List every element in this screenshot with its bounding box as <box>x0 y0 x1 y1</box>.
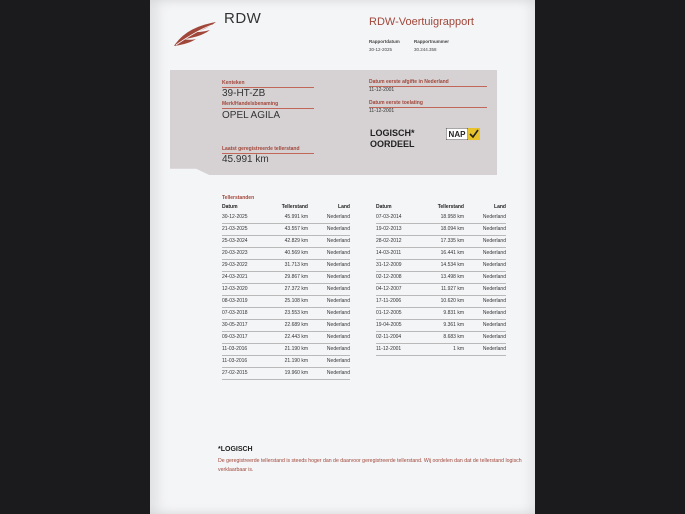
datum-cell: 07-03-2014 <box>376 214 402 220</box>
tellerstand-cell: 22.443 km <box>284 334 308 340</box>
tellerstand-cell: 9.831 km <box>443 310 464 316</box>
footnote-title: *LOGISCH <box>218 446 253 453</box>
land-cell: Nederland <box>326 286 350 292</box>
table-row <box>222 260 350 272</box>
tellerstand-cell: 40.569 km <box>284 250 308 256</box>
tellerstanden-table-left <box>222 203 350 380</box>
divider <box>369 107 487 108</box>
table-row <box>222 248 350 260</box>
land-cell: Nederland <box>326 358 350 364</box>
land-cell: Nederland <box>326 214 350 220</box>
tellerstand-cell: 21.190 km <box>284 346 308 352</box>
datum-cell: 08-03-2019 <box>222 298 248 304</box>
report-date-label: Rapportdatum <box>369 39 400 44</box>
table-header <box>376 203 506 212</box>
eerste-afgifte-label: Datum eerste afgifte in Nederland <box>369 79 449 85</box>
table-row <box>222 236 350 248</box>
datum-cell: 20-03-2023 <box>222 250 248 256</box>
table-row <box>222 332 350 344</box>
land-cell: Nederland <box>482 322 506 328</box>
land-header: Land <box>338 204 350 210</box>
table-row <box>222 368 350 380</box>
table-row <box>222 320 350 332</box>
report-number: 30.244.358 <box>414 47 437 52</box>
report-title: RDW-Voertuigrapport <box>369 16 474 28</box>
table-row <box>376 260 506 272</box>
tellerstand-cell: 27.372 km <box>284 286 308 292</box>
datum-cell: 17-11-2006 <box>376 298 402 304</box>
datum-cell: 21-03-2025 <box>222 226 248 232</box>
land-cell: Nederland <box>482 262 506 268</box>
datum-cell: 30-05-2017 <box>222 322 248 328</box>
divider <box>369 86 487 87</box>
datum-header: Datum <box>222 204 238 210</box>
datum-cell: 07-03-2018 <box>222 310 248 316</box>
datum-cell: 31-12-2009 <box>376 262 402 268</box>
datum-cell: 01-12-2005 <box>376 310 402 316</box>
land-cell: Nederland <box>326 370 350 376</box>
datum-cell: 25-03-2024 <box>222 238 248 244</box>
kenteken-label: Kenteken <box>222 80 245 86</box>
datum-cell: 19-02-2013 <box>376 226 402 232</box>
eerste-afgifte-value: 11-12-2001 <box>369 87 395 93</box>
tellerstand-header: Tellerstand <box>281 204 308 210</box>
divider <box>222 108 314 109</box>
table-row <box>222 224 350 236</box>
document-page <box>150 0 535 514</box>
report-number-label: Rapportnummer <box>414 39 450 44</box>
datum-cell: 28-02-2012 <box>376 238 402 244</box>
datum-cell: 27-02-2015 <box>222 370 248 376</box>
table-row <box>376 272 506 284</box>
land-cell: Nederland <box>482 334 506 340</box>
tellerstand-cell: 21.190 km <box>284 358 308 364</box>
report-date: 30-12-2025 <box>369 47 393 52</box>
tellerstand-cell: 8.683 km <box>443 334 464 340</box>
table-row <box>376 308 506 320</box>
land-cell: Nederland <box>482 274 506 280</box>
land-cell: Nederland <box>326 322 350 328</box>
land-cell: Nederland <box>326 274 350 280</box>
tellerstand-header: Tellerstand <box>437 204 464 210</box>
tellerstand-cell: 22.689 km <box>284 322 308 328</box>
table-row <box>376 284 506 296</box>
table-header <box>222 203 350 212</box>
oordeel-line2: OORDEEL <box>370 139 415 149</box>
table-row <box>376 212 506 224</box>
datum-cell: 04-12-2007 <box>376 286 402 292</box>
oordeel-verdict <box>370 128 415 150</box>
table-row <box>376 248 506 260</box>
tellerstand-cell: 10.620 km <box>440 298 464 304</box>
nap-check-badge-icon <box>446 128 480 140</box>
land-cell: Nederland <box>482 310 506 316</box>
datum-cell: 19-04-2005 <box>376 322 402 328</box>
table-row <box>222 356 350 368</box>
land-cell: Nederland <box>326 238 350 244</box>
datum-cell: 24-03-2021 <box>222 274 248 280</box>
table-row <box>376 344 506 356</box>
land-cell: Nederland <box>482 286 506 292</box>
table-row <box>222 272 350 284</box>
tellerstand-cell: 23.553 km <box>284 310 308 316</box>
table-row <box>222 212 350 224</box>
tellerstand-cell: 17.335 km <box>440 238 464 244</box>
land-cell: Nederland <box>326 226 350 232</box>
tellerstand-cell: 25.108 km <box>284 298 308 304</box>
datum-cell: 29-03-2022 <box>222 262 248 268</box>
datum-cell: 11-03-2016 <box>222 358 248 364</box>
tellerstand-cell: 29.867 km <box>284 274 308 280</box>
tellerstand-cell: 9.361 km <box>443 322 464 328</box>
land-cell: Nederland <box>326 298 350 304</box>
datum-cell: 14-03-2011 <box>376 250 402 256</box>
tellerstanden-title: Tellerstanden <box>222 195 255 201</box>
table-row <box>222 284 350 296</box>
kenteken-value: 39-HT-ZB <box>222 88 266 99</box>
tellerstand-cell: 18.094 km <box>440 226 464 232</box>
table-row <box>376 332 506 344</box>
tellerstand-cell: 13.498 km <box>440 274 464 280</box>
divider <box>222 153 314 154</box>
land-cell: Nederland <box>482 226 506 232</box>
datum-cell: 11-12-2001 <box>376 346 402 352</box>
datum-cell: 30-12-2025 <box>222 214 248 220</box>
tellerstand-cell: 14.534 km <box>440 262 464 268</box>
eerste-toelating-value: 11-12-2001 <box>369 108 395 114</box>
tellerstand-cell: 31.713 km <box>284 262 308 268</box>
land-cell: Nederland <box>326 262 350 268</box>
eerste-toelating-label: Datum eerste toelating <box>369 100 423 106</box>
nap-label: NAP <box>448 130 466 139</box>
land-cell: Nederland <box>326 334 350 340</box>
land-cell: Nederland <box>482 346 506 352</box>
tellerstand-cell: 19.960 km <box>284 370 308 376</box>
land-cell: Nederland <box>482 298 506 304</box>
divider <box>222 87 314 88</box>
rdw-logo-icon <box>172 18 218 48</box>
table-row <box>376 224 506 236</box>
oordeel-line1: LOGISCH* <box>370 128 415 138</box>
land-cell: Nederland <box>482 238 506 244</box>
merk-value: OPEL AGILA <box>222 110 280 121</box>
datum-cell: 12-03-2020 <box>222 286 248 292</box>
tellerstand-cell: 42.829 km <box>284 238 308 244</box>
brand-name: RDW <box>224 10 262 27</box>
datum-cell: 02-11-2004 <box>376 334 402 340</box>
tellerstand-cell: 1 km <box>453 346 464 352</box>
datum-header: Datum <box>376 204 392 210</box>
merk-label: Merk/Handelsbenaming <box>222 101 279 107</box>
footnote-text: De geregistreerde tellerstand is steeds hoger dan de daarvoor geregistreerde tellerstand. Wij oordelen dan dat de tellerstand logisch verklaarbaar is. <box>218 458 522 473</box>
tellerstand-value: 45.991 km <box>222 154 269 165</box>
datum-cell: 02-12-2008 <box>376 274 402 280</box>
table-row <box>376 236 506 248</box>
tellerstanden-table-right <box>376 203 506 356</box>
datum-cell: 11-03-2016 <box>222 346 248 352</box>
tellerstand-cell: 18.958 km <box>440 214 464 220</box>
table-row <box>376 320 506 332</box>
tellerstand-cell: 45.991 km <box>284 214 308 220</box>
tellerstand-cell: 11.927 km <box>441 286 464 292</box>
land-cell: Nederland <box>326 310 350 316</box>
tellerstand-cell: 43.557 km <box>284 226 308 232</box>
land-cell: Nederland <box>326 346 350 352</box>
tellerstand-cell: 16.441 km <box>440 250 464 256</box>
datum-cell: 09-03-2017 <box>222 334 248 340</box>
table-row <box>376 296 506 308</box>
land-cell: Nederland <box>482 250 506 256</box>
table-row <box>222 296 350 308</box>
land-header: Land <box>494 204 506 210</box>
tellerstand-label: Laatst geregistreerde tellerstand <box>222 146 300 152</box>
land-cell: Nederland <box>326 250 350 256</box>
table-row <box>222 308 350 320</box>
table-row <box>222 344 350 356</box>
land-cell: Nederland <box>482 214 506 220</box>
